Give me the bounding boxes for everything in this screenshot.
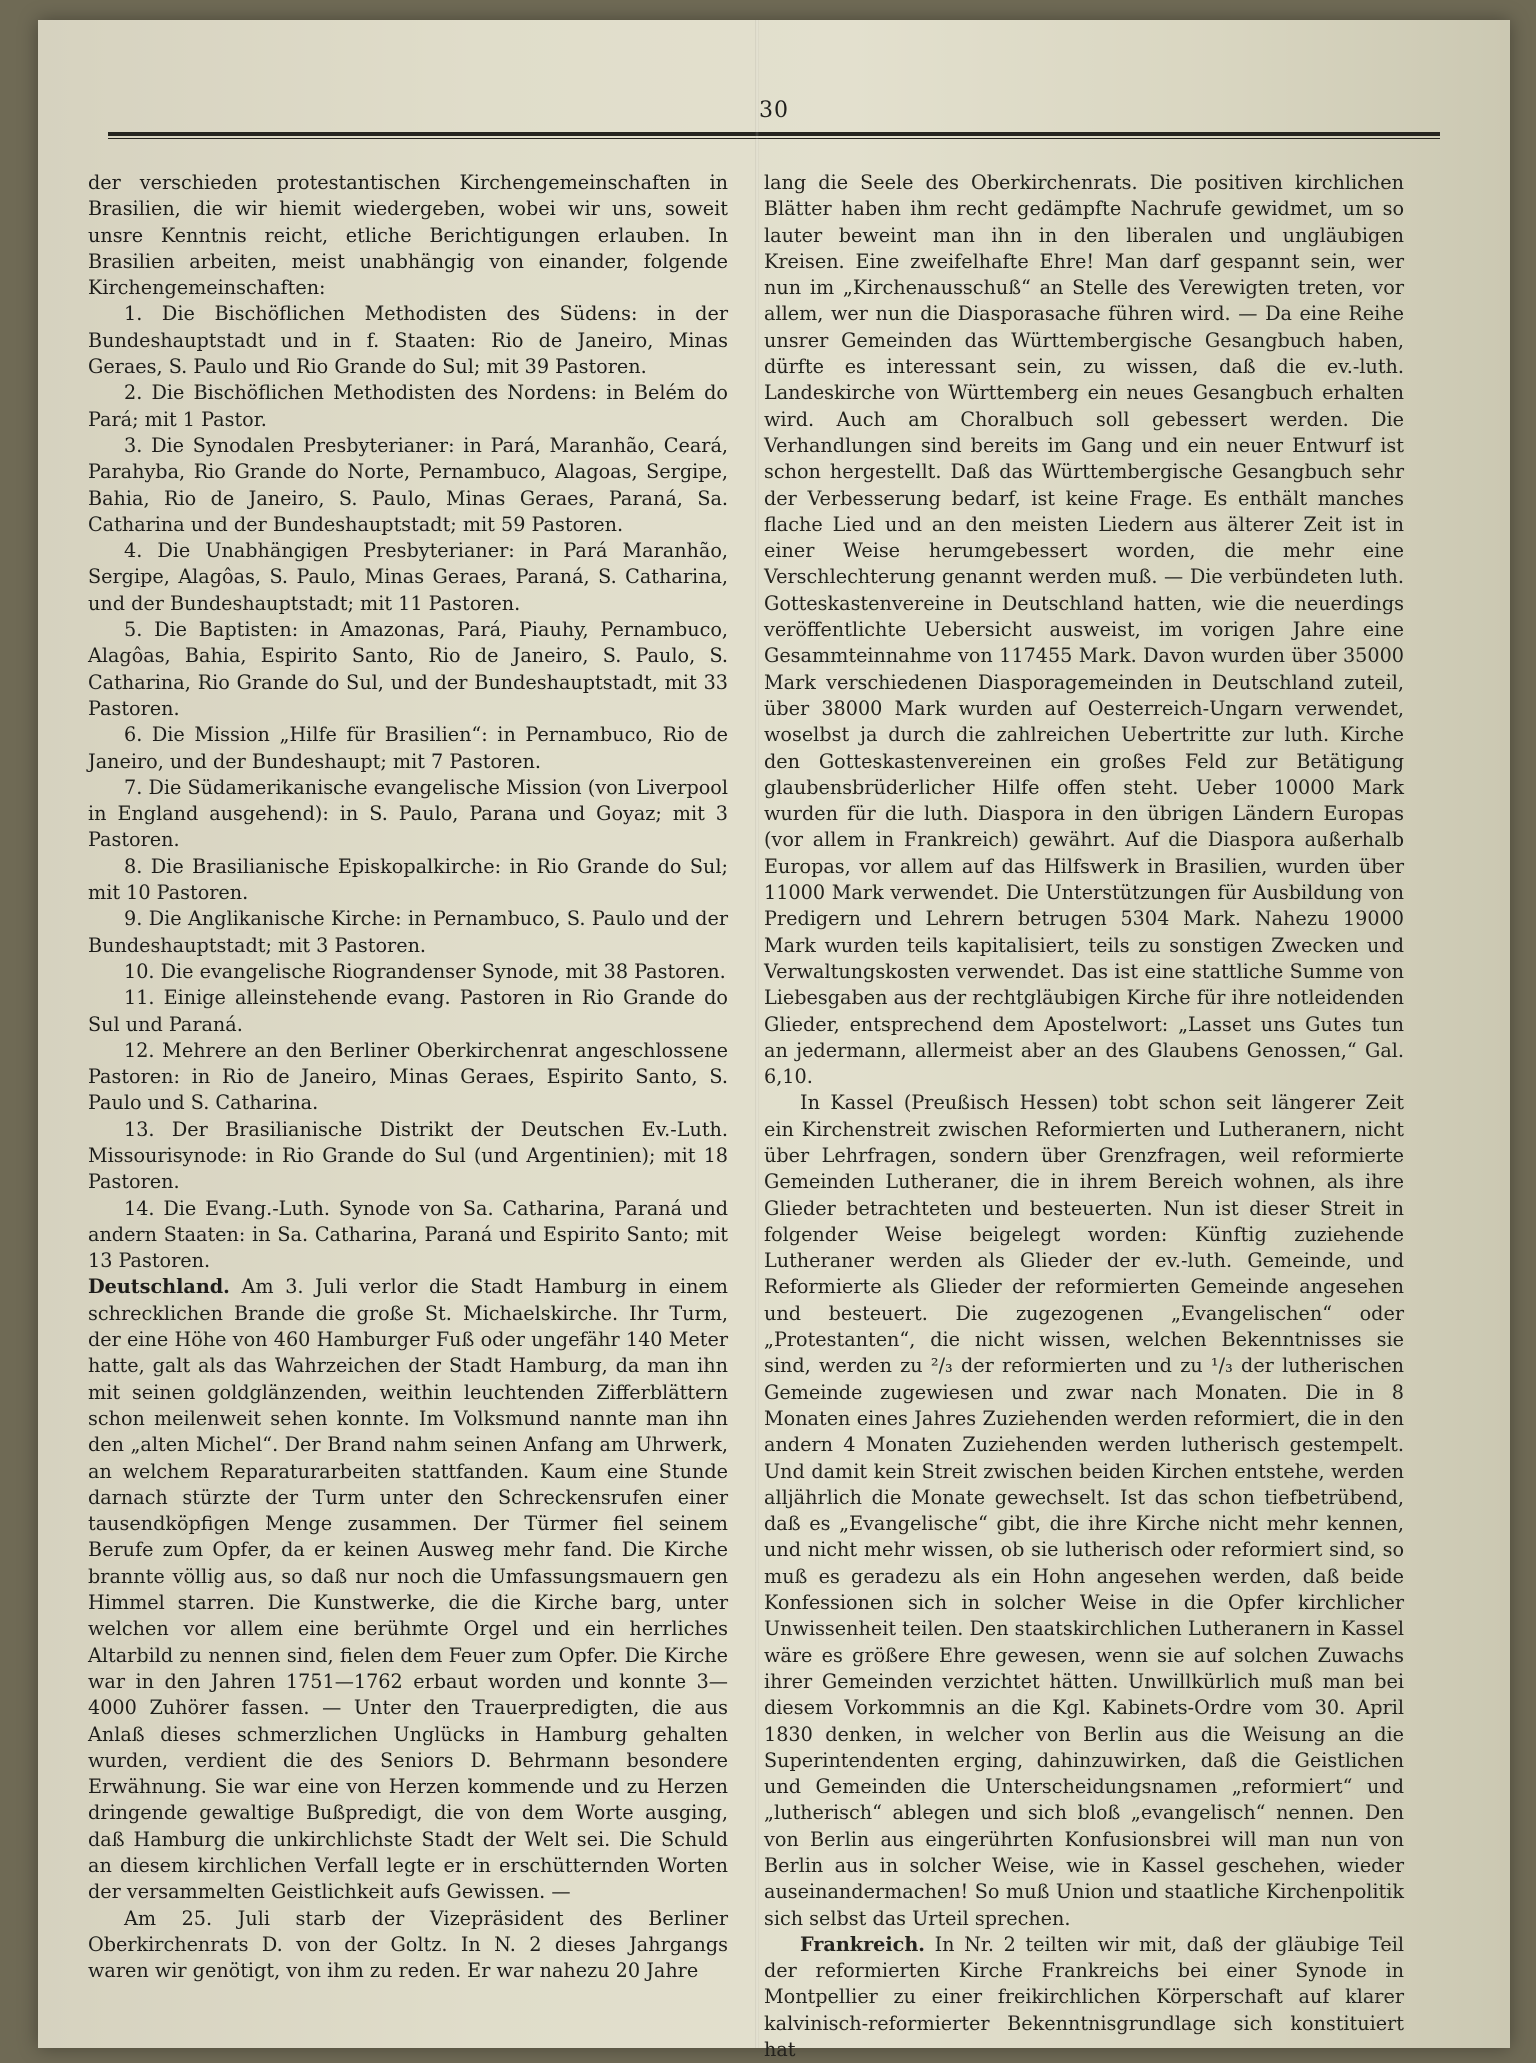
- left-column: [88, 170, 728, 2020]
- church-list-item: 6. Die Mission „Hilfe für Brasilien“: in Pernambuco, Rio de Janeiro, und der Bundeshaupt; mit 7 Pastoren.: [88, 723, 728, 773]
- church-list-item: 10. Die evangelische Riograndenser Synode, mit 38 Pastoren.: [124, 959, 726, 983]
- france-text: In Nr. 2 teilten wir mit, daß der gläubige Teil der reformierten Kirche Frankreichs bei einer Synode in Montpellier zu einer freikirchlichen Körperschaft auf klarer kalvinisch-reformierter Bekenntnisgrundlage sich konstituiert hat: [764, 1932, 1404, 2062]
- church-list-item: 4. Die Unabhängigen Presbyterianer: in Pará Maranhão, Sergipe, Alagôas, S. Paulo, Minas Geraes, Paraná, S. Catharina, und der Bundeshauptstadt; mit 11 Pastoren.: [88, 539, 728, 615]
- church-list-item: 5. Die Baptisten: in Amazonas, Pará, Piauhy, Pernambuco, Alagôas, Bahia, Espirito Santo, Rio de Janeiro, S. Paulo, S. Catharina, Rio Grande do Sul, und der Bundeshauptstadt, mit 33 Pastoren.: [88, 618, 728, 720]
- church-list-item: 3. Die Synodalen Presbyterianer: in Pará, Maranhão, Ceará, Parahyba, Rio Grande do Norte, Pernambuco, Alagoas, Sergipe, Bahia, Rio de Janeiro, S. Paulo, Minas Geraes, Paraná, Sa. Catharina und der Bundeshauptstadt; mit 59 Pastoren.: [88, 433, 728, 536]
- church-list-item: 8. Die Brasilianische Episkopalkirche: in Rio Grande do Sul; mit 10 Pastoren.: [88, 854, 728, 905]
- header-rule: [108, 132, 1440, 139]
- church-list-item: 7. Die Südamerikanische evangelische Mission (von Liverpool in England ausgehend): in S. Paulo, Parana und Goyaz; mit 3 Pastoren.: [88, 775, 728, 852]
- church-list: [88, 301, 728, 1274]
- church-list-item: 14. Die Evang.-Luth. Synode von Sa. Catharina, Paraná und andern Staaten: in Sa. Catharina, Paraná und Espirito Santo; mit 13 Pastoren.: [88, 1196, 728, 1273]
- brazil-intro-paragraph: der verschieden protestantischen Kirchengemeinschaften in Brasilien, die wir hiemit wiedergeben, wobei wir uns, soweit unsre Kenntnis reicht, etliche Berichtigungen erlauben. In Brasilien arbeiten, meist unabhängig von einander, folgende Kirchengemeinschaften:: [88, 171, 728, 300]
- church-list-item: 1. Die Bischöflichen Methodisten des Südens: in der Bundeshauptstadt und in f. Staaten: Rio de Janeiro, Minas Geraes, S. Paulo und Rio Grande do Sul; mit 39 Pastoren.: [88, 302, 728, 379]
- france-paragraph: [764, 1932, 1404, 2063]
- newspaper-page: [38, 20, 1510, 2062]
- germany-paragraph: [88, 1274, 728, 1905]
- germany-text: Am 3. Juli verlor die Stadt Hamburg in einem schrecklichen Brande die große St. Michaelskirche. Ihr Turm, der eine Höhe von 460 Hamburger Fuß oder ungefähr 140 Meter hatte, galt als das Wahrzeichen der Stadt Hamburg, da man ihn mit seinen goldglänzenden, weithin leuchtenden Zifferblättern schon meilenweit sehen konnte. Im Volksmund nannte man ihn den „alten Michel“. Der Brand nahm seinen Anfang am Uhrwerk, an welchem Reparaturarbeiten stattfanden. Kaum eine Stunde darnach stürzte der Turm unter den Schreckensrufen einer tausendköpfigen Menge zusammen. Der Türmer fiel seinem Berufe zum Opfer, da er keinen Ausweg mehr fand. Die Kirche brannte völlig aus, so daß nur noch die Umfassungsmauern gen Himmel starren. Die Kunstwerke, die die Kirche barg, unter welchen vor allem eine berühmte Orgel und ein herrliches Altarbild zu nennen sind, fielen dem Feuer zum Opfer. Die Kirche war in den Jahren 1751—1762 erbaut worden und konnte 3—4000 Zuhörer fassen. — Unter den Trauerpredigten, die aus Anlaß dieses schmerzlichen Unglücks in Hamburg gehalten wurden, verdient die des Seniors D. Behrmann besondere Erwähnung. Sie war eine von Herzen kommende und zu Herzen dringende gewaltige Bußpredigt, die von dem Worte ausging, daß Hamburg die unkirchlichste Stadt der Welt sei. Die Schuld an diesem kirchlichen Verfall legte er in erschütternden Worten der versammelten Geistlichkeit aufs Gewissen. —: [88, 1275, 728, 1904]
- france-section-heading: Frankreich.: [800, 1932, 925, 1956]
- church-list-item: 2. Die Bischöflichen Methodisten des Nordens: in Belém do Pará; mit 1 Pastor.: [88, 381, 728, 431]
- church-list-item: 11. Einige alleinstehende evang. Pastoren in Rio Grande do Sul und Paraná.: [88, 986, 728, 1036]
- page-fold: [755, 20, 759, 2048]
- church-list-item: 9. Die Anglikanische Kirche: in Pernambuco, S. Paulo und der Bundeshauptstadt; mit 3 Pastoren.: [88, 907, 728, 957]
- right-column: [764, 170, 1404, 2062]
- church-list-item: 12. Mehrere an den Berliner Oberkirchenrat angeschlossene Pastoren: in Rio de Janeiro, Minas Geraes, Espirito Santo, S. Paulo und S. Catharina.: [88, 1038, 728, 1115]
- church-list-item: 13. Der Brasilianische Distrikt der Deutschen Ev.-Luth. Missourisynode: in Rio Grande do Sul (und Argentinien); mit 18 Pastoren.: [88, 1117, 728, 1194]
- kassel-paragraph: In Kassel (Preußisch Hessen) tobt schon seit längerer Zeit ein Kirchenstreit zwischen Reformierten und Lutheranern, nicht über Lehrfragen, sondern über Grenzfragen, weil reformierte Gemeinden Lutheraner, die in ihrem Bereich wohnen, als ihre Glieder betrachteten und besteuerten. Nun ist dieser Streit in folgender Weise beigelegt worden: Künftig zuziehende Lutheraner werden als Glieder der ev.-luth. Gemeinde, und Reformierte als Glieder der reformierten Gemeinde angesehen und besteuert. Die zugezogenen „Evangelischen“ oder „Protestanten“, die nicht wissen, welchen Bekenntnisses sie sind, werden zu ²/₃ der reformierten und zu ¹/₃ der lutherischen Gemeinde zugewiesen und zwar nach Monaten. Die in 8 Monaten eines Jahres Zuziehenden werden reformiert, die in den andern 4 Monaten Zuziehenden werden lutherisch gestempelt. Und damit kein Streit zwischen beiden Kirchen entstehe, werden alljährlich die Monate gewechselt. Ist das schon tiefbetrübend, daß es „Evangelische“ gibt, die ihre Kirche nicht mehr kennen, und nicht mehr wissen, ob sie lutherisch oder reformiert sind, so muß es geradezu als ein Hohn angesehen werden, daß beide Konfessionen sich in solcher Weise in die Opfer kirchlicher Unwissenheit teilen. Den staatskirchlichen Lutheranern in Kassel wäre es größere Ehre gewesen, wenn sie auf solchen Zuwachs ihrer Gemeinden verzichtet hätten. Unwillkürlich muß man bei diesem Vorkommnis an die Kgl. Kabinets-Ordre vom 30. April 1830 denken, in welcher von Berlin aus die Weisung an die Superintendenten erging, dahinzuwirken, daß die Geistlichen und Gemeinden die Unterscheidungsnamen „reformiert“ und „lutherisch“ ablegen und sich bloß „evangelisch“ nennen. Den von Berlin aus eingerührten Konfusionsbrei will man nun von Berlin aus in solcher Weise, wie in Kassel geschehen, wieder auseinandermachen! So muß Union und staatliche Kirchenpolitik sich selbst das Urteil sprechen.: [764, 1091, 1404, 1930]
- goltz-paragraph: Am 25. Juli starb der Vizepräsident des Berliner Oberkirchenrats D. von der Goltz. In N. 2 dieses Jahrgangs waren wir genötigt, von ihm zu reden. Er war nahezu 20 Jahre: [88, 1906, 728, 1983]
- germany-section-heading: Deutschland.: [88, 1275, 230, 1299]
- oberkirchenrat-paragraph: lang die Seele des Oberkirchenrats. Die positiven kirchlichen Blätter haben ihm recht gedämpfte Nachrufe gewidmet, um so lauter beweint man ihn in den liberalen und ungläubigen Kreisen. Eine zweifelhafte Ehre! Man darf gespannt sein, wer nun im „Kirchenausschuß“ an Stelle des Verewigten treten, vor allem, wer nun die Diasporasache führen wird. — Da eine Reihe unsrer Gemeinden das Württembergische Gesangbuch haben, dürfte es interessant sein, zu wissen, daß die ev.-luth. Landeskirche von Württemberg ein neues Gesangbuch erhalten wird. Auch am Choralbuch soll gebessert werden. Die Verhandlungen sind bereits im Gang und ein neuer Entwurf ist schon hergestellt. Daß das Württembergische Gesangbuch sehr der Verbesserung bedarf, ist keine Frage. Es enthält manches flache Lied und an den meisten Liedern aus älterer Zeit ist in einer Weise herumgebessert worden, die mehr eine Verschlechterung genannt werden muß. — Die verbündeten luth. Gotteskastenvereine in Deutschland hatten, wie die neuerdings veröffentlichte Uebersicht ausweist, im vorigen Jahre eine Gesammteinnahme von 117455 Mark. Davon wurden über 35000 Mark verschiedenen Diasporagemeinden in Deutschland zuteil, über 38000 Mark wurden auf Oesterreich-Ungarn verwendet, woselbst ja durch die zahlreichen Uebertritte zur luth. Kirche den Gotteskastenvereinen ein großes Feld zur Betätigung glaubensbrüderlicher Hilfe offen steht. Ueber 10000 Mark wurden für die luth. Diaspora in den übrigen Ländern Europas (vor allem in Frankreich) gewährt. Auf die Diaspora außerhalb Europas, vor allem auf das Hilfswerk in Brasilien, wurden über 11000 Mark verwendet. Die Unterstützungen für Ausbildung von Predigern und Lehrern betrugen 5304 Mark. Nahezu 19000 Mark wurden teils kapitalisiert, teils zu sonstigen Zwecken und Verwaltungskosten verwendet. Das ist eine stattliche Summe von Liebesgaben aus der rechtgläubigen Kirche für ihre notleidenden Glieder, entsprechend dem Apostelwort: „Lasset uns Gutes tun an jedermann, allermeist aber an des Glaubens Genossen,“ Gal. 6,10.: [764, 171, 1404, 1089]
- page-number: 30: [759, 98, 789, 123]
